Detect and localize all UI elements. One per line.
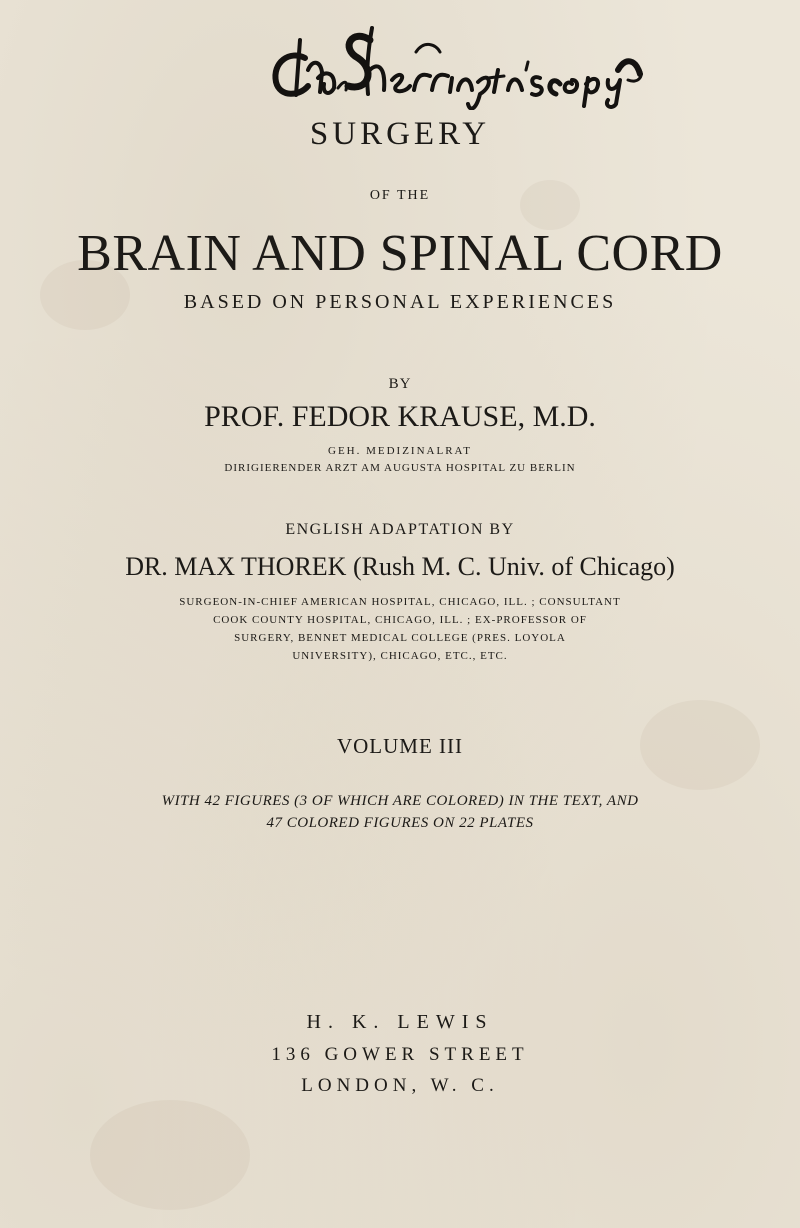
publisher-city: LONDON, W. C. (301, 1075, 499, 1096)
translator-title-line: COOK COUNTY HOSPITAL, CHICAGO, ILL. ; EX-PROFESSOR OF (213, 614, 587, 626)
title-subtitle: BASED ON PERSONAL EXPERIENCES (183, 291, 617, 313)
title-main: BRAIN AND SPINAL CORD (77, 225, 723, 282)
translator-name: DR. MAX THOREK (Rush M. C. Univ. of Chicago) (125, 552, 675, 581)
figures-note-line: 47 COLORED FIGURES ON 22 PLATES (266, 815, 534, 831)
figures-note-line: WITH 42 FIGURES (3 OF WHICH ARE COLORED) IN THE TEXT, AND (161, 793, 639, 809)
author-title-line: GEH. MEDIZINALRAT (328, 445, 472, 457)
author-name: PROF. FEDOR KRAUSE, M.D. (204, 400, 596, 433)
volume-label: VOLUME III (336, 734, 464, 758)
translator-title-line: SURGEON-IN-CHIEF AMERICAN HOSPITAL, CHICAGO, ILL. ; CONSULTANT (179, 596, 621, 608)
title-of-the: OF THE (369, 188, 431, 203)
title-surgery: SURGERY (309, 116, 491, 152)
publisher-street: 136 GOWER STREET (271, 1044, 529, 1065)
translator-title-line: UNIVERSITY), CHICAGO, ETC., ETC. (292, 650, 508, 662)
handwritten-signature (0, 0, 800, 110)
publisher-name: H. K. LEWIS (306, 1011, 494, 1033)
translator-label: ENGLISH ADAPTATION BY (285, 521, 515, 538)
author-title-line: DIRIGIERENDER ARZT AM AUGUSTA HOSPITAL ZU BERLIN (224, 462, 576, 474)
paper-stain (90, 1100, 250, 1210)
translator-title-line: SURGERY, BENNET MEDICAL COLLEGE (PRES. LOYOLA (234, 632, 566, 644)
author-by: BY (388, 376, 412, 392)
